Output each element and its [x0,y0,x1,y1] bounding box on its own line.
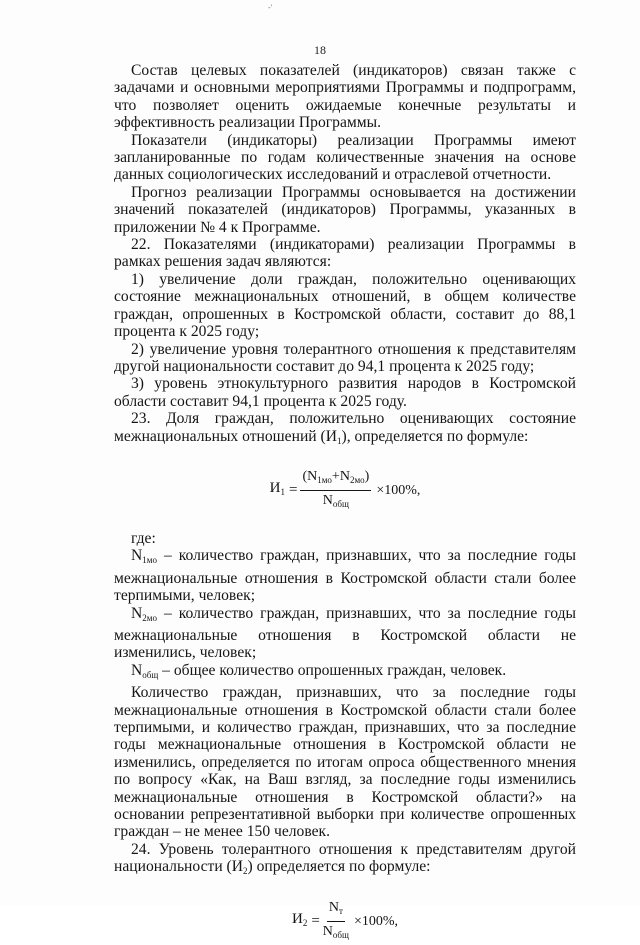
scan-mark: -′ [268,3,273,12]
paragraph-23: 23. Доля граждан, положительно оценивающих состояние межнациональных отношений $(И_1)$, определяется по формуле: [114,410,576,446]
formula-i2-multiplier: ×100%, [353,913,398,929]
formula-i1-numerator: $(N_{1мо}+N_{2мо})$ [300,468,371,491]
list-item-3: 3) уровень этнокультурного развития народов в Костромской области составит 94,1 процента к 2025 году. [114,375,576,410]
formula-i2-fraction [323,899,349,945]
definition-n2mo: $N_{2мо}$ – количество граждан, признавших, что за последние годы межнациональные отношения в Костромской области не изменились, человек; [114,604,576,662]
formula-i1-equals: = [288,482,298,499]
list-item-1: 1) увеличение доли граждан, положительно оценивающих состояние межнациональных отношений, в общем количестве граждан, опрошенных в Костромской области, составит до 88,1 процента к 2025 году; [114,270,576,341]
formula-i2-numerator: $N_т$ [327,899,345,922]
formula-i1-fraction [300,468,371,514]
document-body [114,62,576,943]
paragraph-indicators-values: Показатели (индикаторы) реализации Программы имеют запланированные по годам количественные значения на основе данных социологических исследований и отраслевой отчетности. [114,131,576,184]
formula-i1-multiplier: ×100%, [376,483,421,499]
formula-i1-denominator: $N_{общ}$ [322,493,349,510]
paragraph-indicators-composition: Состав целевых показателей (индикаторов) связан также с задачами и основными мероприятиями Программы и подпрограмм, что позволяет оценить ожидаемые конечные результаты и эффективность реализации Программы. [114,62,576,132]
formula-i2 [114,901,576,943]
where-label: где: [131,529,156,547]
formula-i1-lhs: $И_1$ [269,480,285,498]
paragraph-24: 24. Уровень толерантного отношения к представителям другой национальности $(И_2)$ определяется по формуле: [114,840,576,877]
list-item-2: 2) увеличение уровня толерантного отношения к представителям другой национальности составит до 94,1 процента к 2025 году; [114,340,576,375]
definition-n1mo: $N_{1мо}$ – количество граждан, признавших, что за последние годы межнациональные отношения в Костромской области стали более терпимыми, человек; [114,547,576,605]
page-number: 18 [314,43,326,57]
formula-i2-equals: = [311,912,320,929]
paragraph-22-intro: 22. Показателями (индикаторами) реализации Программы в рамках решения задач являются: [114,236,576,271]
formula-i1 [114,469,576,510]
formula-i2-lhs: $И_2$ [291,910,308,928]
formula-i2-denominator: $N_{общ}$ [322,924,349,941]
paragraph-forecast: Прогноз реализации Программы основывается на достижении значений показателей (индикаторов) Программы, указанных в приложении № 4 к Программе. [114,183,576,236]
definition-nobsh: $N_{общ}$ – общее количество опрошенных граждан, человек. [131,661,507,680]
paragraph-survey: Количество граждан, признавших, что за последние годы межнациональные отношения в Костромской области стали более терпимыми, и количество граждан, признавших, что за последние годы межнациональные отношения в Костромской области не изменились, определяется по итогам опроса общественного мнения по вопросу «Как, на Ваш взгляд, за последние годы изменились межнациональные отношения в Костромской области?» на основании репрезентативной выборки при количестве опрошенных граждан – не менее 150 человек. [114,684,576,841]
